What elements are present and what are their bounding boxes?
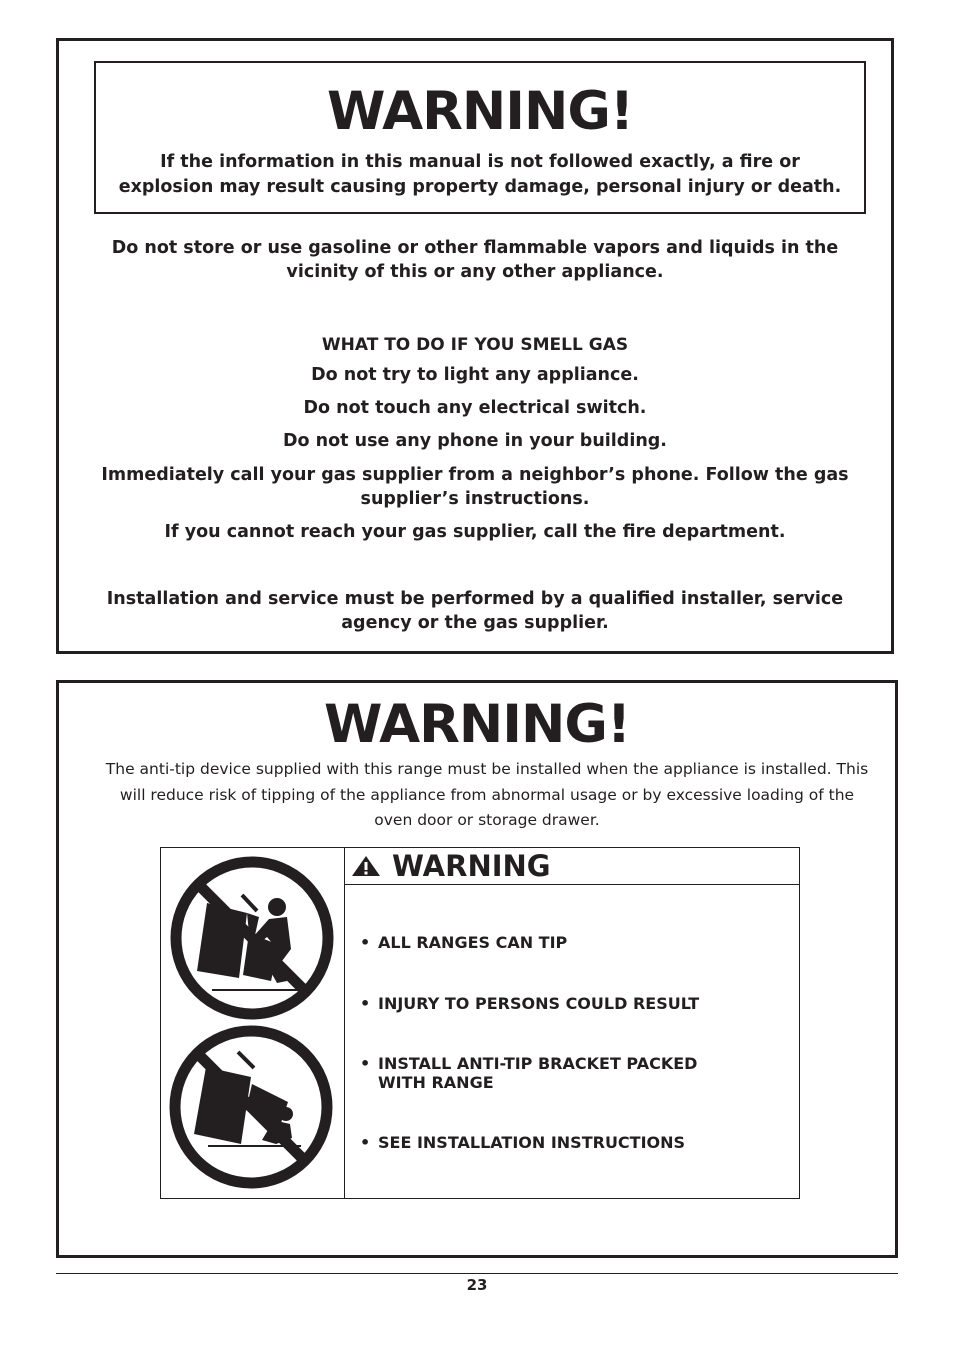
anti-tip-warning-box <box>56 680 898 1258</box>
list-item-text: INJURY TO PERSONS COULD RESULT <box>378 994 700 1013</box>
label-header <box>345 848 799 885</box>
list-item: • SEE INSTALLATION INSTRUCTIONS <box>360 1133 686 1152</box>
call-supplier-line: Immediately call your gas supplier from a neighbor’s phone. Follow the gas <box>101 465 849 485</box>
no-climbing-on-oven-door-icon <box>167 853 337 1023</box>
label-header-text: WARNING <box>392 849 551 883</box>
warning-statement-line: If the information in this manual is not followed exactly, a fire or <box>160 152 800 172</box>
list-item-text: INSTALL ANTI-TIP BRACKET PACKED WITH RANGE <box>378 1054 698 1092</box>
gas-step: Do not touch any electrical switch. <box>303 398 647 418</box>
installation-line: agency or the gas supplier. <box>341 613 609 633</box>
anti-tip-line: oven door or storage drawer. <box>374 811 600 829</box>
gas-warning-box <box>56 38 894 654</box>
storage-warning-line: vicinity of this or any other appliance. <box>286 262 664 282</box>
anti-tip-label <box>160 847 800 1199</box>
anti-tip-line: The anti-tip device supplied with this range must be installed when the appliance is installed. This <box>105 760 869 778</box>
anti-tip-description <box>97 757 877 834</box>
warning-title: WARNING! <box>326 81 633 142</box>
gas-heading: WHAT TO DO IF YOU SMELL GAS <box>321 335 629 355</box>
fire-department: If you cannot reach your gas supplier, call the fire department. <box>164 522 786 542</box>
footer-rule <box>56 1273 898 1274</box>
warning-statement <box>96 150 864 200</box>
installation-notice <box>79 587 871 635</box>
gas-step: Do not use any phone in your building. <box>283 431 667 451</box>
call-supplier-line: supplier’s instructions. <box>360 489 590 509</box>
storage-warning <box>79 236 871 284</box>
warning-triangle-icon <box>351 855 381 877</box>
fire-explosion-warning <box>94 61 866 214</box>
storage-warning-line: Do not store or use gasoline or other flammable vapors and liquids in the <box>111 238 839 258</box>
list-item: • INSTALL ANTI-TIP BRACKET PACKED WITH RANGE <box>360 1054 698 1092</box>
prohibition-pictograms <box>161 848 345 1198</box>
warning-title: WARNING! <box>323 694 630 755</box>
list-item: • INJURY TO PERSONS COULD RESULT <box>360 994 700 1013</box>
no-sitting-on-oven-door-icon <box>166 1022 336 1192</box>
warning-statement-line: explosion may result causing property damage, personal injury or death. <box>118 177 842 197</box>
gas-step: Do not try to light any appliance. <box>311 365 639 385</box>
list-item-text: ALL RANGES CAN TIP <box>378 933 568 952</box>
list-item-text: SEE INSTALLATION INSTRUCTIONS <box>378 1133 686 1152</box>
list-item: • ALL RANGES CAN TIP <box>360 933 568 952</box>
call-supplier <box>79 463 871 511</box>
anti-tip-line: will reduce risk of tipping of the appliance from abnormal usage or by excessive loading of the <box>119 785 855 804</box>
installation-line: Installation and service must be performed by a qualified installer, service <box>106 589 844 609</box>
page-number: 23 <box>466 1276 488 1294</box>
